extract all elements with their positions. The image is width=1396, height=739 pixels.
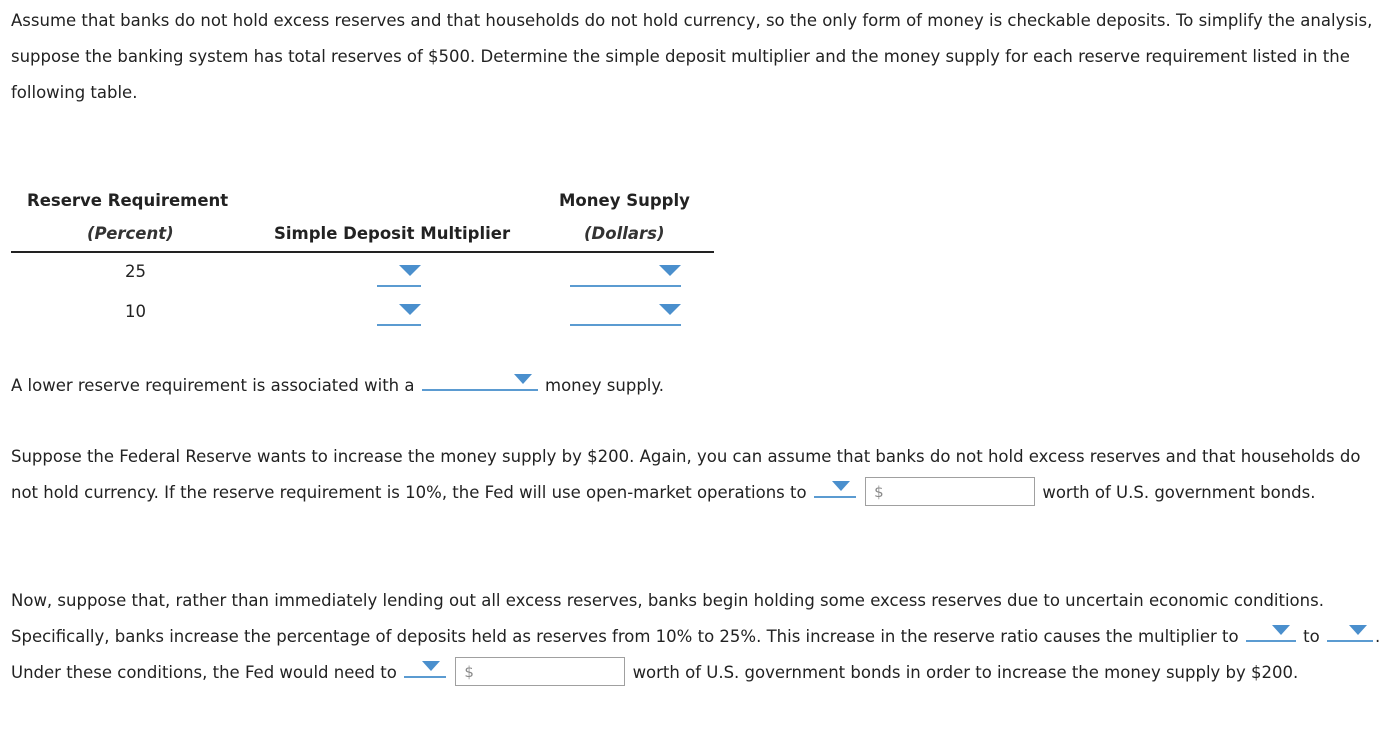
chevron-down-icon xyxy=(659,265,681,276)
chevron-down-icon xyxy=(399,265,421,276)
reserve-requirement-25: 25 xyxy=(125,262,146,281)
dollar-sign: $ xyxy=(874,482,884,501)
col-multiplier-header: Simple Deposit Multiplier xyxy=(274,224,511,243)
dollar-sign: $ xyxy=(464,662,474,681)
reserve-requirement-10: 10 xyxy=(125,302,146,321)
bond-amount-input-2[interactable] xyxy=(480,659,615,684)
bond-amount-field[interactable] xyxy=(865,477,1035,506)
para3-text2: . Under these conditions, the Fed would need to xyxy=(11,627,1381,682)
open-market-action-dropdown[interactable] xyxy=(814,476,856,498)
para3-text1: Now, suppose that, rather than immediately lending out all excess reserves, banks begin holding some excess reserves due to uncertain economic conditions. Specifically, banks increase the percentage of deposits held as reserves from 10% to 25%. This increase in the reserve ratio causes the multiplier to xyxy=(11,591,1324,646)
para3-text3: worth of U.S. government bonds in order to increase the money supply by $200. xyxy=(632,663,1299,682)
chevron-down-icon xyxy=(832,481,850,491)
statement1-after: money supply. xyxy=(545,376,665,395)
chevron-down-icon xyxy=(422,661,440,671)
intro-paragraph: Assume that banks do not hold excess reserves and that households do not hold currency, so the only form of money is checkable deposits. To simplify the analysis, suppose the banking system has total reserves of $500. Determine the simple deposit multiplier and the money supply for each reserve requirement listed in the following table. xyxy=(11,11,1373,102)
chevron-down-icon xyxy=(399,304,421,315)
para2-text2: worth of U.S. government bonds. xyxy=(1042,483,1316,502)
excess-reserves-paragraph xyxy=(11,583,1389,691)
statement1-before: A lower reserve requirement is associated with a xyxy=(11,376,415,395)
chevron-down-icon xyxy=(514,374,532,384)
para3-to-word: to xyxy=(1303,627,1320,646)
multiplier-dropdown-row1[interactable] xyxy=(377,265,421,287)
chevron-down-icon xyxy=(1272,625,1290,635)
money-supply-dropdown-row1[interactable] xyxy=(570,265,681,287)
money-supply-dropdown-row2[interactable] xyxy=(570,304,681,326)
lower-reserve-statement xyxy=(11,368,664,404)
para2-text1: Suppose the Federal Reserve wants to increase the money supply by $200. Again, you can assume that banks do not hold excess reserves and that households do not hold currency. If the reserve requirement is 10%, the Fed will use open-market operations to xyxy=(11,447,1361,502)
col-reserve-requirement-subheader: (Percent) xyxy=(87,224,174,243)
multiplier-change-from-dropdown[interactable] xyxy=(1246,620,1296,642)
col-money-supply-subheader: (Dollars) xyxy=(584,224,665,243)
bond-amount-input[interactable] xyxy=(890,479,1025,504)
multiplier-dropdown-row2[interactable] xyxy=(377,304,421,326)
table-header-rule xyxy=(11,251,714,253)
fed-increase-paragraph xyxy=(11,439,1389,511)
chevron-down-icon xyxy=(1349,625,1367,635)
col-money-supply-header: Money Supply xyxy=(559,191,690,210)
col-reserve-requirement-header: Reserve Requirement xyxy=(27,191,229,210)
fed-action-dropdown[interactable] xyxy=(404,656,446,678)
money-supply-direction-dropdown[interactable] xyxy=(422,369,538,391)
chevron-down-icon xyxy=(659,304,681,315)
multiplier-change-to-dropdown[interactable] xyxy=(1327,620,1373,642)
bond-amount-field-2[interactable] xyxy=(455,657,625,686)
